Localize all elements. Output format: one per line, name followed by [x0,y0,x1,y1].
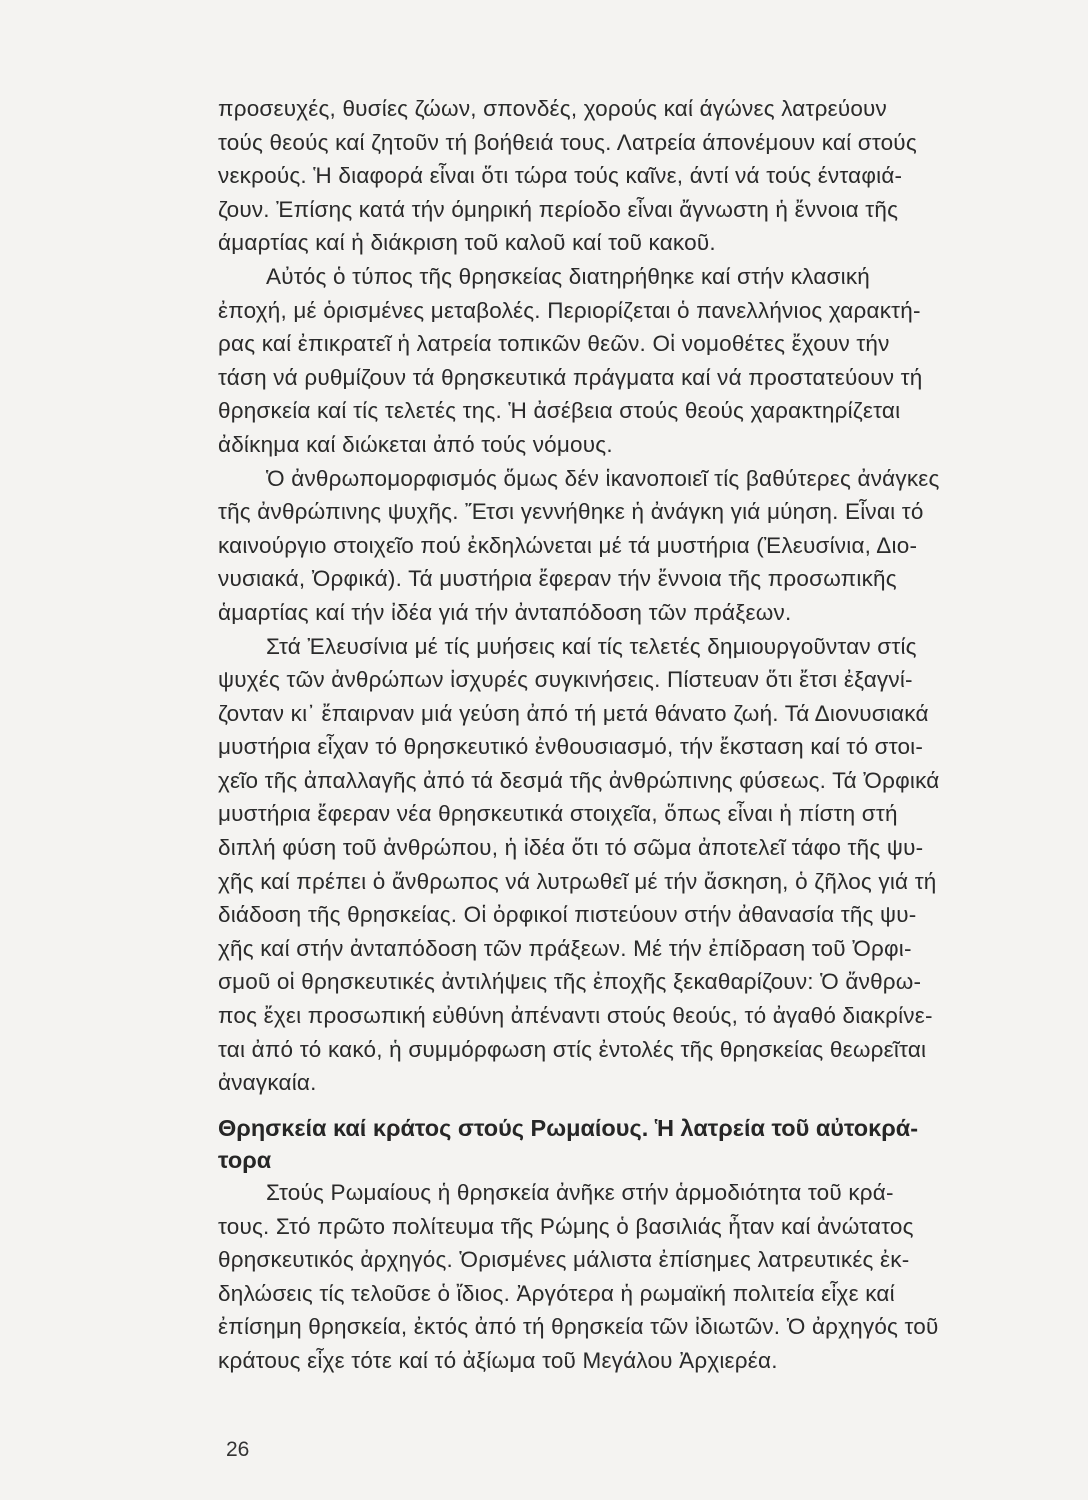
text-line: δηλώσεις τίς τελοῦσε ὁ ἴδιος. Ἀργότερα ἡ ρωμαϊκή πολιτεία εἶχε καί [218,1280,895,1306]
text-line: κράτους εἶχε τότε καί τό ἀξίωμα τοῦ Μεγάλου Ἀρχιερέα. [218,1347,778,1373]
text-line: διπλή φύση τοῦ ἀνθρώπου, ἡ ἰδέα ὅτι τό σῶμα ἀποτελεῖ τάφο τῆς ψυ- [218,835,924,861]
text-line: χεῖο τῆς ἀπαλλαγῆς ἀπό τά δεσμά τῆς ἀνθρώπινης φύσεως. Τά Ὀρφικά [218,767,940,793]
text-line: ζονταν κι᾽ ἔπαιρναν μιά γεύση ἀπό τή μετά θάνατο ζωή. Τά Διονυσιακά [218,700,929,726]
text-line: χῆς καί πρέπει ὁ ἄνθρωπος νά λυτρωθεῖ μέ τήν ἄσκηση, ὁ ζῆλος γιά τή [218,868,937,894]
text-line: μυστήρια ἔφεραν νέα θρησκευτικά στοιχεῖα, ὅπως εἶναι ἡ πίστη στή [218,801,898,827]
text-line: ζουν. Ἐπίσης κατά τήν όμηρική περίοδο εἶναι ἄγνωστη ἡ ἔννοια τῆς [218,196,899,222]
text-line: νυσιακά, Ὀρφικά). Τά μυστήρια ἔφεραν τήν ἔννοια τῆς προσωπικῆς [218,566,897,592]
text-line: χῆς καί στήν ἀνταπόδοση τῶν πράξεων. Μέ τήν ἐπίδραση τοῦ Ὀρφι- [218,935,912,961]
text-line: ἀδίκημα καί διώκεται ἀπό τούς νόμους. [218,431,613,457]
text-line: διάδοση τῆς θρησκείας. Οἱ ὀρφικοί πιστεύουν στήν ἀθανασία τῆς ψυ- [218,902,917,928]
text-line: ρας καί ἐπικρατεῖ ἡ λατρεία τοπικῶν θεῶν. Οἱ νομοθέτες ἔχουν τήν [218,331,890,357]
text-line: ἁμαρτίας καί τήν ἰδέα γιά τήν ἀνταπόδοση τῶν πράξεων. [218,599,792,625]
body-text-lower [218,1176,1082,1378]
text-line: καινούργιο στοιχεῖο πού ἐκδηλώνεται μέ τά μυστήρια (Ἐλευσίνια, Διο- [218,532,918,558]
section-heading [218,1112,1082,1176]
text-line: ἐπίσημη θρησκεία, ἐκτός ἀπό τή θρησκεία τῶν ἰδιωτῶν. Ὁ ἀρχηγός τοῦ [218,1314,939,1340]
text-line: πος ἔχει προσωπική εὐθύνη ἀπέναντι στούς θεούς, τό ἀγαθό διακρίνε- [218,1003,933,1029]
heading-line: Θρησκεία καί κράτος στούς Ρωμαίους. Ἡ λατρεία τοῦ αὐτοκρά- [218,1115,919,1141]
text-line: ται ἀπό τό κακό, ἡ συμμόρφωση στίς ἐντολές τῆς θρησκείας θεωρεῖται [218,1036,927,1062]
text-line: προσευχές, θυσίες ζώων, σπονδές, χορούς καί άγώνες λατρεύουν [218,96,888,121]
text-line: τους. Στό πρῶτο πολίτευμα τῆς Ρώμης ὁ βασιλιάς ἦταν καί ἀνώτατος [218,1213,914,1239]
text-line: Στούς Ρωμαίους ἡ θρησκεία ἀνῆκε στήν ἁρμοδιότητα τοῦ κρά- [266,1180,894,1205]
heading-line: τορα [218,1147,272,1173]
text-line: νεκρούς. Ἡ διαφορά εἶναι ὅτι τώρα τούς καῖνε, άντί νά τούς ένταφιά- [218,163,903,189]
text-line: τῆς ἀνθρώπινης ψυχῆς. Ἔτσι γεννήθηκε ἡ ἀνάγκη γιά μύηση. Εἶναι τό [218,499,924,525]
text-line: άμαρτίας καί ἡ διάκριση τοῦ καλοῦ καί τοῦ κακοῦ. [218,230,716,256]
text-line: ψυχές τῶν ἀνθρώπων ἰσχυρές συγκινήσεις. Πίστευαν ὅτι ἔτσι ἐξαγνί- [218,667,913,693]
text-line: τάση νά ρυθμίζουν τά θρησκευτικά πράγματα καί νά προστατεύουν τή [218,364,923,390]
text-line: θρησκευτικός ἀρχηγός. Ὁρισμένες μάλιστα ἐπίσημες λατρευτικές ἐκ- [218,1247,910,1273]
text-line: Αὐτός ὁ τύπος τῆς θρησκείας διατηρήθηκε καί στήν κλασική [266,263,871,289]
page-number: 26 [226,1438,250,1461]
text-line: Στά Ἐλευσίνια μέ τίς μυήσεις καί τίς τελετές δημιουργοῦνταν στίς [266,633,917,659]
text-line: τούς θεούς καί ζητοῦν τή βοήθειά τους. Λατρεία άπονέμουν καί στούς [218,129,917,155]
body-text-upper [218,92,1082,1100]
text-line: θρησκεία καί τίς τελετές της. Ἡ ἀσέβεια στούς θεούς χαρακτηρίζεται [218,398,901,424]
text-line: μυστήρια εἶχαν τό θρησκευτικό ἐνθουσιασμό, τήν ἔκσταση καί τό στοι- [218,734,924,760]
text-line: Ὁ ἀνθρωπομορφισμός ὅμως δέν ἱκανοποιεῖ τίς βαθύτερες ἀνάγκες [266,465,940,491]
text-line: ἀναγκαία. [218,1070,317,1096]
text-line: ἐποχή, μέ ὁρισμένες μεταβολές. Περιορίζεται ὁ πανελλήνιος χαρακτή- [218,297,921,323]
text-line: σμοῦ οἱ θρησκευτικές ἀντιλήψεις τῆς ἐποχῆς ξεκαθαρίζουν: Ὁ ἄνθρω- [218,969,922,995]
